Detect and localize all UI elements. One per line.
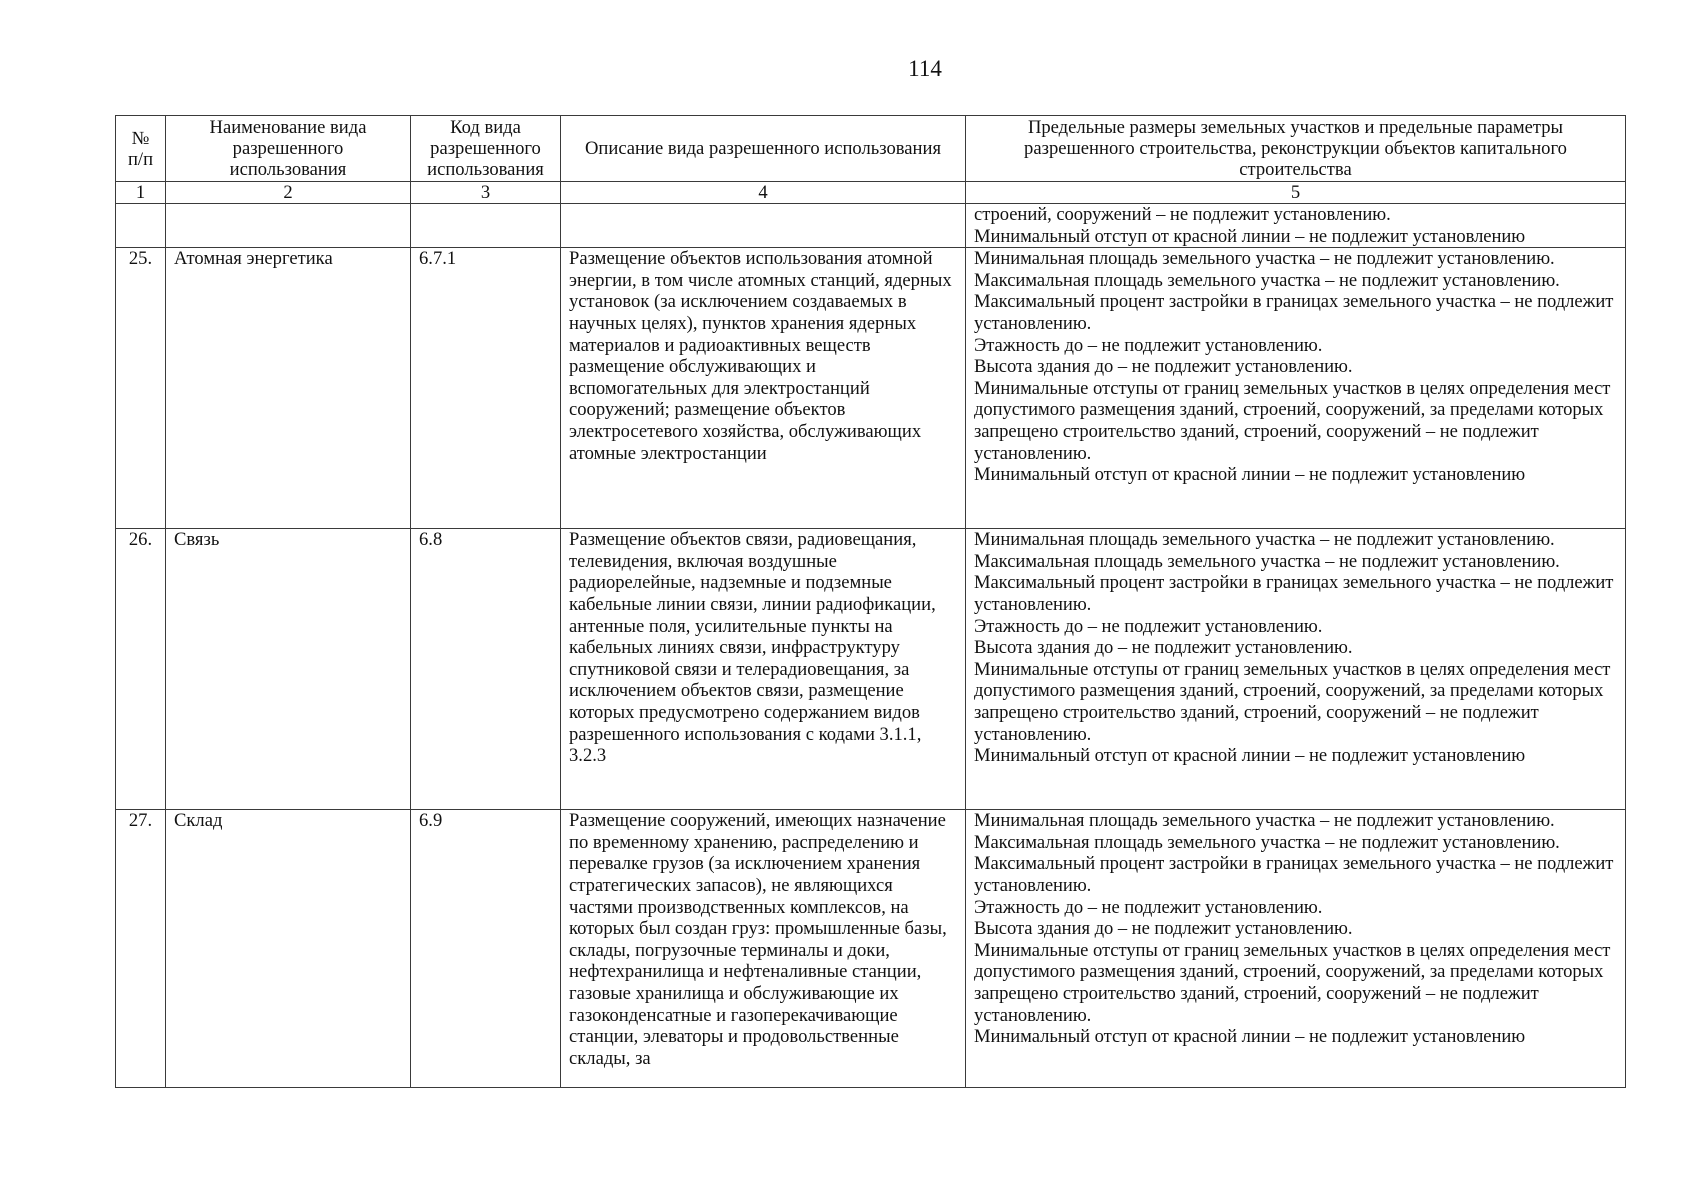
column-number: 5	[966, 182, 1626, 204]
header-params: Предельные размеры земельных участков и предельные параметры разрешенного строительства, реконструкции объектов капитального строительства	[966, 116, 1626, 182]
cell-name: Атомная энергетика	[166, 248, 411, 529]
cell-name: Склад	[166, 810, 411, 1088]
table-row-continuation	[116, 204, 1626, 248]
cell-code	[411, 204, 561, 248]
header-num: № п/п	[116, 116, 166, 182]
column-number: 4	[561, 182, 966, 204]
cell-num: 25.	[116, 248, 166, 529]
cell-params: Минимальная площадь земельного участка – не подлежит установлению. Максимальная площадь земельного участка – не подлежит установлению. Максимальный процент застройки в границах земельного участка – не подлежит установлению. Этажность до – не подлежит установлению. Высота здания до – не подлежит установлению. Минимальные отступы от границ земельных участков в целях определения мест допустимого размещения зданий, строений, сооружений, за пределами которых запрещено строительство зданий, строений, сооружений – не подлежит установлению. Минимальный отступ от красной линии – не подлежит установлению	[966, 529, 1626, 810]
cell-num: 26.	[116, 529, 166, 810]
cell-name: Связь	[166, 529, 411, 810]
cell-params: Минимальная площадь земельного участка – не подлежит установлению. Максимальная площадь земельного участка – не подлежит установлению. Максимальный процент застройки в границах земельного участка – не подлежит установлению. Этажность до – не подлежит установлению. Высота здания до – не подлежит установлению. Минимальные отступы от границ земельных участков в целях определения мест допустимого размещения зданий, строений, сооружений, за пределами которых запрещено строительство зданий, строений, сооружений – не подлежит установлению. Минимальный отступ от красной линии – не подлежит установлению	[966, 810, 1626, 1088]
cell-description: Размещение объектов связи, радиовещания, телевидения, включая воздушные радиорелейные, надземные и подземные кабельные линии связи, линии радиофикации, антенные поля, усилительные пункты на кабельных линиях связи, инфраструктуру спутниковой связи и телерадиовещания, за исключением объектов связи, размещение которых предусмотрено содержанием видов разрешенного использования с кодами 3.1.1, 3.2.3	[561, 529, 966, 810]
cell-code: 6.7.1	[411, 248, 561, 529]
cell-params: строений, сооружений – не подлежит установлению. Минимальный отступ от красной линии – не подлежит установлению	[966, 204, 1626, 248]
table-header-row	[116, 116, 1626, 182]
cell-num: 27.	[116, 810, 166, 1088]
land-use-table	[115, 115, 1626, 1088]
column-number: 1	[116, 182, 166, 204]
cell-num	[116, 204, 166, 248]
page-number: 114	[908, 56, 942, 81]
cell-params: Минимальная площадь земельного участка – не подлежит установлению. Максимальная площадь земельного участка – не подлежит установлению. Максимальный процент застройки в границах земельного участка – не подлежит установлению. Этажность до – не подлежит установлению. Высота здания до – не подлежит установлению. Минимальные отступы от границ земельных участков в целях определения мест допустимого размещения зданий, строений, сооружений, за пределами которых запрещено строительство зданий, строений, сооружений – не подлежит установлению. Минимальный отступ от красной линии – не подлежит установлению	[966, 248, 1626, 529]
table-row	[116, 529, 1626, 810]
header-description: Описание вида разрешенного использования	[561, 116, 966, 182]
cell-description	[561, 204, 966, 248]
header-name: Наименование вида разрешенного использования	[166, 116, 411, 182]
cell-name	[166, 204, 411, 248]
table-row	[116, 810, 1626, 1088]
cell-description: Размещение сооружений, имеющих назначение по временному хранению, распределению и перевалке грузов (за исключением хранения стратегических запасов), не являющихся частями производственных комплексов, на которых был создан груз: промышленные базы, склады, погрузочные терминалы и доки, нефтехранилища и нефтеналивные станции, газовые хранилища и обслуживающие их газоконденсатные и газоперекачивающие станции, элеваторы и продовольственные склады, за	[561, 810, 966, 1088]
column-number: 2	[166, 182, 411, 204]
cell-description: Размещение объектов использования атомной энергии, в том числе атомных станций, ядерных установок (за исключением создаваемых в научных целях), пунктов хранения ядерных материалов и радиоактивных веществ размещение обслуживающих и вспомогательных для электростанций сооружений; размещение объектов электросетевого хозяйства, обслуживающих атомные электростанции	[561, 248, 966, 529]
column-number: 3	[411, 182, 561, 204]
column-number-row	[116, 182, 1626, 204]
header-code: Код вида разрешенного использования	[411, 116, 561, 182]
cell-code: 6.8	[411, 529, 561, 810]
cell-code: 6.9	[411, 810, 561, 1088]
table-row	[116, 248, 1626, 529]
